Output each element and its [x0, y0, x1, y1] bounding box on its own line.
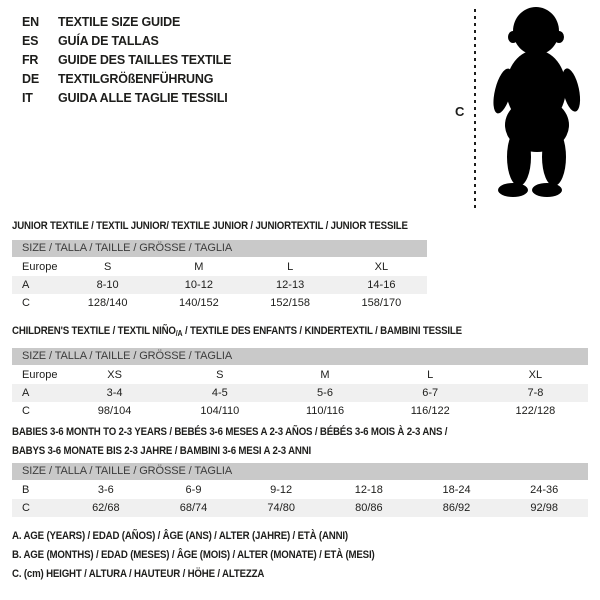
table-header-row: [12, 258, 427, 276]
cell: 128/140: [87, 297, 128, 309]
baby-silhouette-icon: [486, 6, 591, 206]
column-header: XS: [107, 369, 122, 381]
junior-size-header-bar: SIZE / TALLA / TAILLE / GRÖSSE / TAGLIA: [12, 240, 427, 257]
cell: 74/80: [267, 502, 295, 514]
cell: 3-6: [97, 484, 114, 496]
cell: 6-7: [422, 387, 439, 399]
cell: 68/74: [179, 502, 208, 514]
row-label: C: [22, 405, 30, 417]
row-label: B: [22, 484, 30, 496]
lang-row-es: [22, 31, 231, 50]
cell: 122/128: [515, 405, 556, 417]
cell: 18-24: [442, 484, 471, 496]
lang-code: FR: [22, 52, 39, 67]
cell: 152/158: [270, 297, 310, 309]
lang-title: GUÍA DE TALLAS: [58, 33, 159, 48]
junior-size-table: [12, 258, 427, 312]
lang-code: IT: [22, 90, 33, 105]
legend-notes: [12, 527, 424, 584]
children-size-header-bar: SIZE / TALLA / TAILLE / GRÖSSE / TAGLIA: [12, 348, 588, 365]
column-header: Europe: [22, 369, 58, 381]
table-row-c: [12, 294, 427, 312]
table-row-a: [12, 384, 588, 402]
row-label: A: [22, 279, 30, 291]
row-label: A: [22, 387, 30, 399]
cell: 8-10: [96, 279, 119, 291]
row-label: C: [22, 297, 30, 309]
table-header-row: [12, 366, 588, 384]
lang-row-en: [22, 12, 231, 31]
cell: 9-12: [270, 484, 293, 496]
babies-size-header-bar: SIZE / TALLA / TAILLE / GRÖSSE / TAGLIA: [12, 463, 588, 480]
column-header: S: [216, 369, 224, 381]
babies-section-title: [12, 423, 519, 461]
cell: 14-16: [367, 279, 396, 291]
column-header: L: [427, 369, 434, 381]
cell: 10-12: [184, 279, 213, 291]
lang-row-fr: [22, 50, 231, 69]
cell: 24-36: [530, 484, 559, 496]
row-label: C: [22, 502, 30, 514]
table-row-b: [12, 481, 588, 499]
lang-title: TEXTILE SIZE GUIDE: [58, 14, 181, 29]
lang-title: GUIDE DES TAILLES TEXTILE: [58, 52, 232, 67]
note-age-years: A. AGE (YEARS) / EDAD (AÑOS) / ÂGE (ANS) / ALTER (JAHRE) / ETÀ (ANNI): [12, 530, 348, 542]
cell: 7-8: [527, 387, 544, 399]
title-line-2: BABYS 3-6 MONATE BIS 2-3 JAHRE / BAMBINI 3-6 MESI A 2-3 ANNI: [12, 445, 312, 457]
babies-size-table: [12, 481, 588, 517]
column-header: XL: [528, 369, 543, 381]
section-children-textile: [12, 322, 588, 420]
baby-figure: [450, 4, 598, 216]
cell: 6-9: [185, 484, 202, 496]
junior-section-title: JUNIOR TEXTILE / TEXTIL JUNIOR/ TEXTILE JUNIOR / JUNIORTEXTIL / JUNIOR TESSILE: [12, 220, 408, 232]
cell: 80/86: [355, 502, 383, 514]
cell: 140/152: [178, 297, 219, 309]
cell: 86/92: [442, 502, 471, 514]
lang-code: ES: [22, 33, 39, 48]
cell: 116/122: [410, 405, 450, 417]
cell: 3-4: [106, 387, 123, 399]
cell: 158/170: [361, 297, 402, 309]
lang-title: GUIDA ALLE TAGLIE TESSILI: [58, 90, 228, 105]
cell: 62/68: [92, 502, 120, 514]
column-header: L: [287, 261, 294, 273]
cell: 12-18: [354, 484, 383, 496]
column-header: M: [320, 369, 330, 381]
cell: 92/98: [530, 502, 558, 514]
children-section-title: [12, 322, 519, 343]
column-header: M: [194, 261, 204, 273]
column-header: Europe: [22, 261, 58, 273]
table-row-c: [12, 402, 588, 420]
lang-title: TEXTILGRÖßENFÜHRUNG: [58, 71, 214, 86]
title-subscript: /A: [175, 329, 183, 338]
lang-row-it: [22, 88, 231, 107]
table-row-c: [12, 499, 588, 517]
lang-row-de: [22, 69, 231, 88]
height-label: C: [455, 104, 465, 119]
cell: 104/110: [200, 405, 240, 417]
height-measure-dotted-line: [474, 9, 476, 211]
cell: 4-5: [211, 387, 228, 399]
table-row-a: [12, 276, 427, 294]
language-header: [22, 12, 231, 107]
note-age-months: B. AGE (MONTHS) / EDAD (MESES) / ÂGE (MOIS) / ALTER (MONATE) / ETÀ (MESI): [12, 549, 375, 561]
column-header: XL: [374, 261, 389, 273]
lang-code: DE: [22, 71, 39, 86]
cell: 98/104: [97, 405, 132, 417]
lang-code: EN: [22, 14, 39, 29]
column-header: S: [103, 261, 112, 273]
section-babies-textile: [12, 423, 588, 517]
children-size-table: [12, 366, 588, 420]
cell: 12-13: [276, 279, 305, 291]
note-height-cm: C. (cm) HEIGHT / ALTURA / HAUTEUR / HÖHE / ALTEZZA: [12, 568, 265, 580]
cell: 110/116: [305, 405, 345, 417]
section-junior-textile: [12, 217, 427, 312]
title-line-1: BABIES 3-6 MONTH TO 2-3 YEARS / BEBÉS 3-6 MESES A 2-3 AÑOS / BÉBÉS 3-6 MOIS À 2-3 ANS /: [12, 426, 448, 438]
title-text: / TEXTILE DES ENFANTS / KINDERTEXTIL / BAMBINI TESSILE: [182, 325, 462, 337]
cell: 5-6: [317, 387, 333, 399]
title-text: CHILDREN'S TEXTILE / TEXTIL NIÑO: [12, 325, 176, 337]
